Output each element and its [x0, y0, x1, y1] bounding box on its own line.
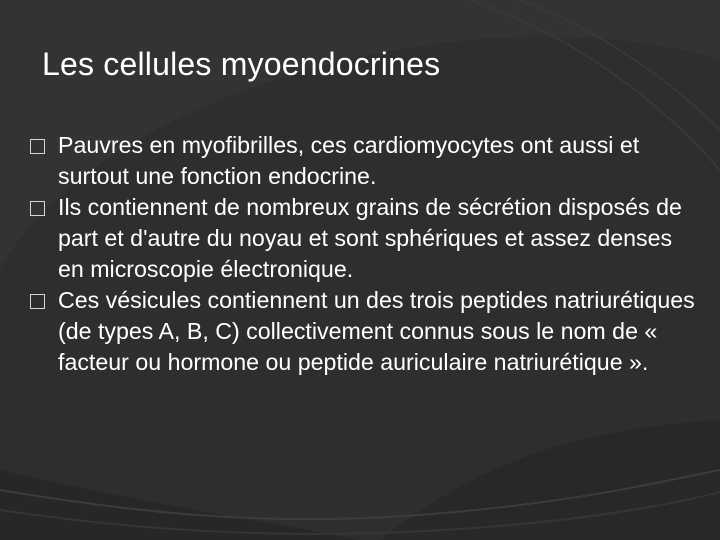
bullet-list — [30, 130, 700, 378]
bullet-text: Ils contiennent de nombreux grains de sécrétion disposés de part et d'autre du noyau et sont sphériques et assez denses en microscopie électronique. — [58, 194, 682, 282]
slide-title: Les cellules myoendocrines — [42, 46, 441, 82]
bullet-text: Ces vésicules contiennent un des trois peptides natriurétiques (de types A, B, C) collectivement connus sous le nom de « facteur ou hormone ou peptide auriculaire natriurétique ». — [58, 287, 695, 375]
checkbox-square-icon — [30, 201, 45, 216]
bullet-item — [30, 285, 700, 378]
bullet-item — [30, 130, 700, 192]
bullet-item — [30, 192, 700, 285]
checkbox-square-icon — [30, 294, 45, 309]
bullet-text: Pauvres en myofibrilles, ces cardiomyocytes ont aussi et surtout une fonction endocrine. — [58, 132, 640, 189]
checkbox-square-icon — [30, 139, 45, 154]
